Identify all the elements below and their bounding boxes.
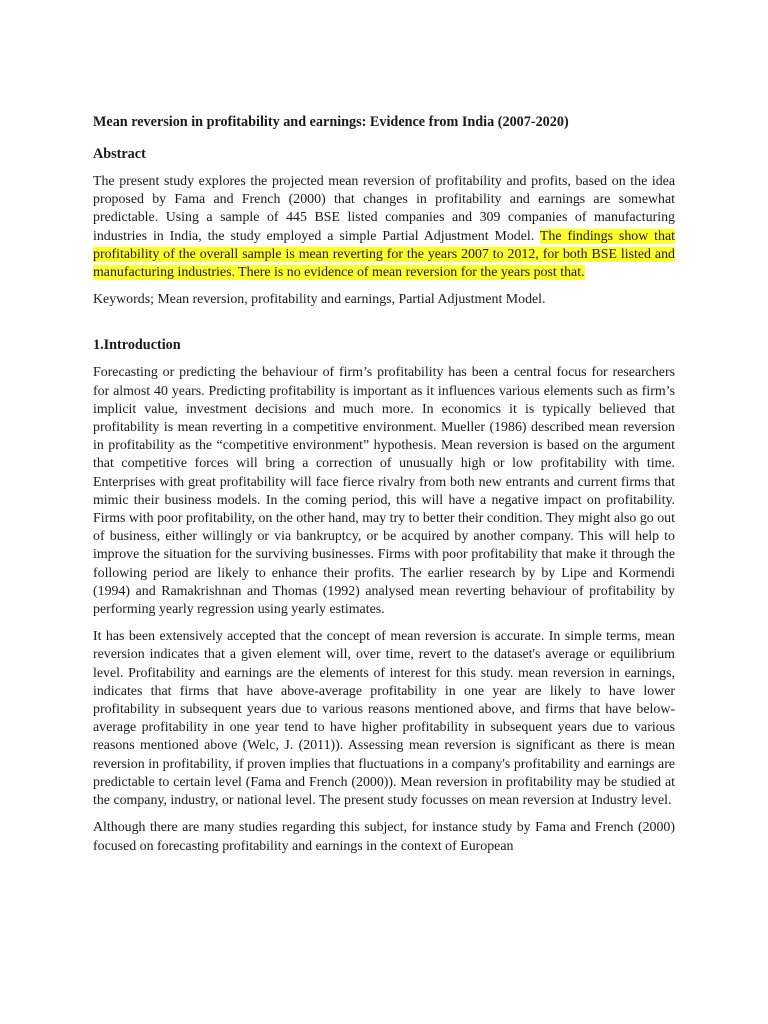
abstract-heading: Abstract: [93, 146, 146, 162]
introduction-paragraph-2: It has been extensively accepted that the concept of mean reversion is accurate. In simple terms, mean reversion indicates that a given element will, over time, revert to the dataset's average or equilibrium level. Profitability and earnings are the elements of interest for this study. mean reversion in earnings, indicates that firms that have above-average profitability in one year are likely to have lower profitability in subsequent years due to various reasons mentioned above, and firms that have below-average profitability in one year tend to have higher profitability in subsequent years due to various reasons mentioned above (Welc, J. (2011)). Assessing mean reversion is significant as there is mean reversion in profitability, if proven implies that fluctuations in a company's profitability and earnings are predictable to certain level (Fama and French (2000)). Mean reversion in profitability may be studied at the company, industry, or national level. The present study focusses on mean reversion at Industry level.: [93, 629, 675, 809]
document-page: [93, 112, 675, 865]
introduction-heading: 1.Introduction: [93, 337, 181, 354]
abstract-paragraph: [93, 173, 675, 282]
paper-title: Mean reversion in profitability and earnings: Evidence from India (2007-2020): [93, 114, 569, 130]
introduction-paragraph-3: Although there are many studies regarding this subject, for instance study by Fama and French (2000) focused on forecasting profitability and earnings in the context of European: [93, 820, 675, 854]
abstract-highlighted-text: The findings show that profitability of the overall sample is mean reverting for the years 2007 to 2012, for both BSE listed and manufacturing industries. There is no evidence of mean reversion for the years post that.: [93, 228, 675, 281]
introduction-paragraph-1: Forecasting or predicting the behaviour of firm’s profitability has been a central focus for researchers for almost 40 years. Predicting profitability is important as it influences various elements such as firm’s implicit value, investment decisions and much more. In economics it is typically believed that profitability is mean reverting in a competitive environment. Mueller (1986) described mean reversion in profitability as the “competitive environment” hypothesis. Mean reversion is based on the argument that competitive forces will bring a correction of unusually high or low profitability with time. Enterprises with great profitability will face fierce rivalry from both new entrants and current firms that mimic their business models. In the coming period, this will have a negative impact on profitability. Firms with poor profitability, on the other hand, may try to better their condition. They might also go out of business, either willingly or via bankruptcy, or be acquired by another company. This will help to improve the situation for the surviving businesses. Firms with poor profitability that make it through the following period are likely to enhance their profits. The earlier research by by Lipe and Kormendi (1994) and Ramakrishnan and Thomas (1992) analysed mean reverting behaviour of profitability by performing yearly regression using yearly estimates.: [93, 365, 675, 618]
abstract-text: The present study explores the projected mean reversion of profitability and profits, based on the idea proposed by Fama and French (2000) that changes in profitability and earnings are somewhat predictable. Using a sample of 445 BSE listed companies and 309 companies of manufacturing industries in India, the study employed a simple Partial Adjustment Model.: [93, 174, 675, 244]
keywords-line: Keywords; Mean reversion, profitability and earnings, Partial Adjustment Model.: [93, 292, 546, 308]
